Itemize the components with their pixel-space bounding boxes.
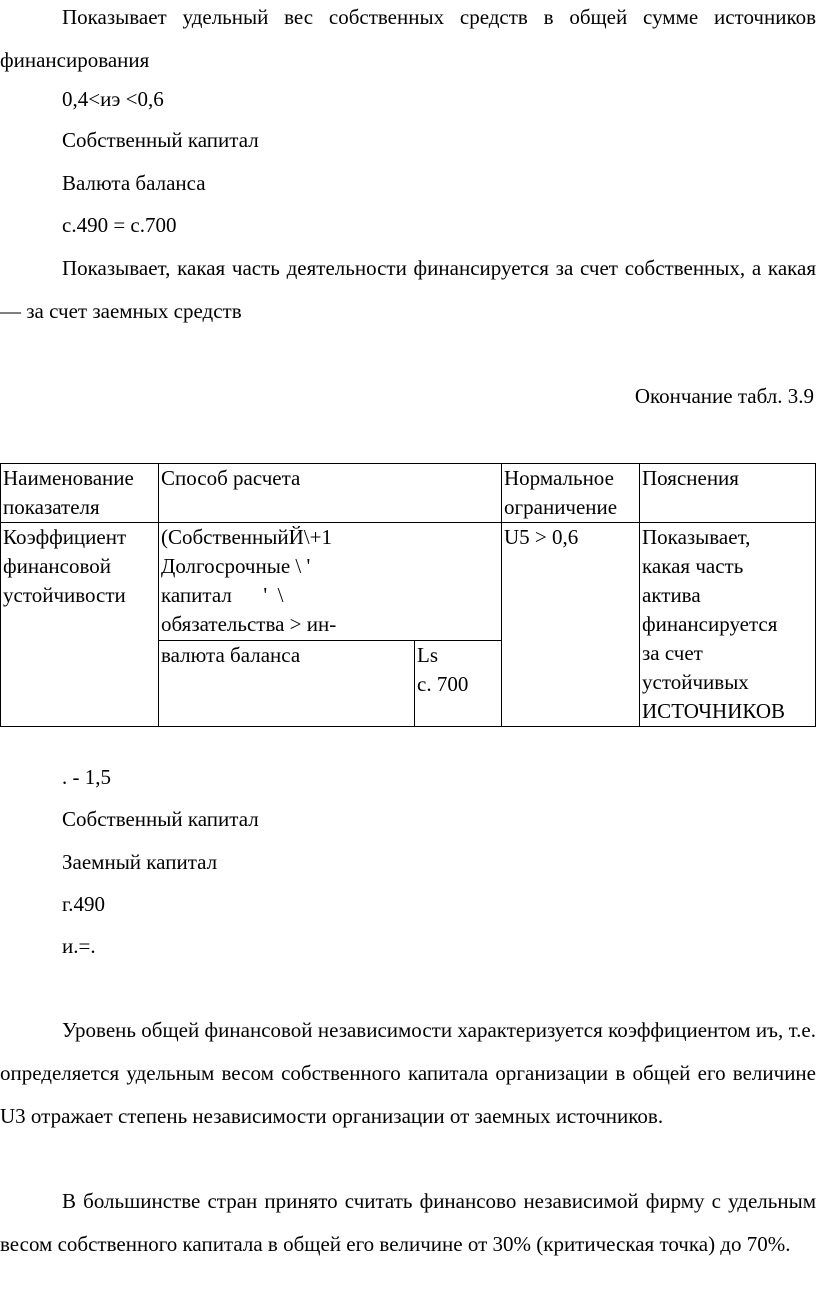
formula-range: 0,4<иэ <0,6 <box>62 87 164 111</box>
formula-top-cell: (СобственныйЙ\+1 Долгосрочные \ ' капитал ' \ обязательства > ин- <box>159 523 502 641</box>
paragraph-independence-level: Уровень общей финансовой независимости характеризуется коэффициентом иъ, т.е. определяется удельным весом собственного капитала организации в общей его величине U3 отражает степень независимости организации от заемных источников. <box>0 1018 816 1128</box>
formula-denominator: Валюта баланса <box>62 171 206 195</box>
paragraph-countries: В большинстве стран принято считать финансово независимой фирму с удельным весом собственного капитала в общей его величине от 30% (критическая точка) до 70%. <box>0 1189 816 1256</box>
indicator-table <box>0 463 816 727</box>
header-notes-cell: Пояснения <box>640 464 816 523</box>
formula-balance-ref: с.490 = с.700 <box>62 213 177 237</box>
formula-line-ref: г.490 <box>62 892 105 916</box>
indicator-name-cell: Коэффициент финансовой устойчивости <box>1 523 159 727</box>
paragraph-financing-description: Показывает, какая часть деятельности финансируется за счет собственных, а какая — за счет заемных средств <box>0 256 816 323</box>
table-row <box>1 523 816 641</box>
paragraph-share-description: Показывает удельный вес собственных средств в общей сумме источников финансирования <box>0 5 816 72</box>
notes-cell: Показывает, какая часть актива финансируется за счет устойчивых ИСТОЧНИКОВ <box>640 523 816 727</box>
formula-numerator: Собственный капитал <box>62 128 259 152</box>
formula-value: . - 1,5 <box>62 765 111 789</box>
table-caption: Окончание табл. 3.9 <box>634 384 814 408</box>
formula-borrowed-capital: Заемный капитал <box>62 850 218 874</box>
formula-ref-cell: Ls с. 700 <box>415 640 502 726</box>
norm-limit-cell: U5 > 0,6 <box>502 523 640 727</box>
formula-bottom-cell: валюта баланса <box>159 640 415 726</box>
table-header-row <box>1 464 816 523</box>
header-norm-cell: Нормальное ограничение <box>502 464 640 523</box>
header-method-cell: Способ расчета <box>159 464 502 523</box>
formula-own-capital: Собственный капитал <box>62 807 259 831</box>
formula-fragment: и.=. <box>62 934 96 958</box>
header-name-cell: Наименование показателя <box>1 464 159 523</box>
